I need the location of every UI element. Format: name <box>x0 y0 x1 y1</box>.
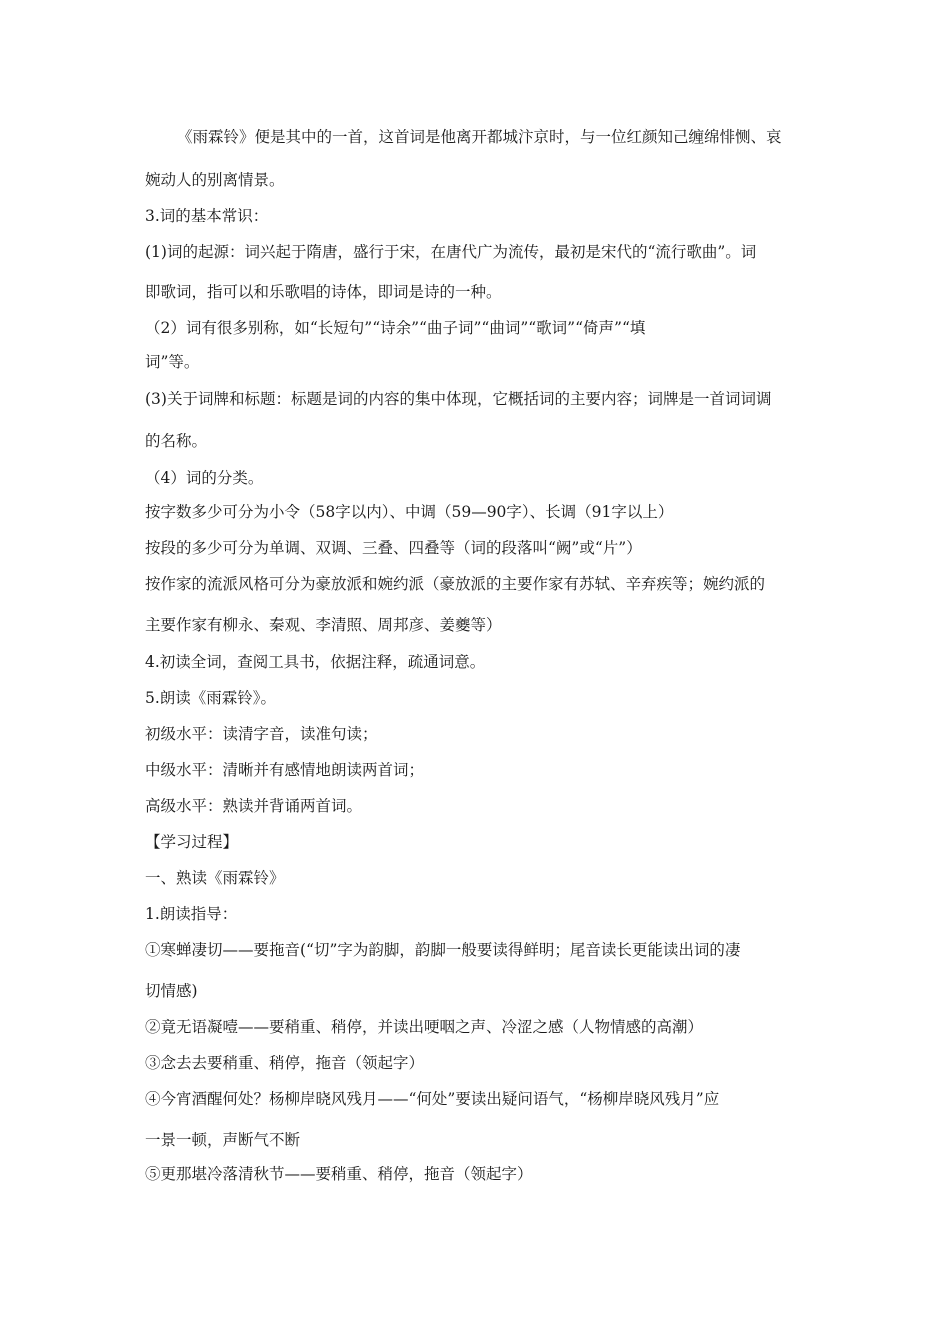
paragraph-line: 按段的多少可分为单调、双调、三叠、四叠等（词的段落叫“阙”或“片”） <box>145 539 642 557</box>
paragraph-line: 一景一顿，声断气不断 <box>145 1131 301 1149</box>
paragraph-line: 切情感) <box>145 982 198 1000</box>
paragraph-line: 初级水平：读清字音，读准句读； <box>145 725 378 743</box>
paragraph-line: 按字数多少可分为小令（58字以内）、中调（59—90字）、长调（91字以上） <box>145 503 674 521</box>
paragraph-line: ⑤更那堪冷落清秋节——要稍重、稍停，拖音（领起字） <box>145 1165 533 1183</box>
paragraph-line: 婉动人的别离情景。 <box>145 171 285 189</box>
paragraph-line: ②竟无语凝噎——要稍重、稍停，并读出哽咽之声、冷涩之感（人物情感的高潮） <box>145 1018 704 1036</box>
section-heading: 3.词的基本常识： <box>145 207 269 225</box>
paragraph-line: 的名称。 <box>145 432 208 450</box>
paragraph-line: 主要作家有柳永、秦观、李清照、周邦彦、姜夔等） <box>145 616 502 634</box>
paragraph-line: 即歌词，指可以和乐歌唱的诗体，即词是诗的一种。 <box>145 283 502 301</box>
paragraph-line: (3)关于词牌和标题：标题是词的内容的集中体现，它概括词的主要内容；词牌是一首词词调 <box>145 390 772 408</box>
paragraph-line: ③念去去要稍重、稍停，拖音（领起字） <box>145 1054 425 1072</box>
section-heading: 5.朗读《雨霖铃》。 <box>145 689 277 707</box>
section-heading: 一、熟读《雨霖铃》 <box>145 869 285 887</box>
paragraph-line: ①寒蝉凄切——要拖音(“切”字为韵脚，韵脚一般要读得鲜明；尾音读长更能读出词的凄 <box>145 941 741 959</box>
paragraph-line: ④今宵酒醒何处？杨柳岸晓风残月——“何处”要读出疑问语气，“杨柳岸晓风残月”应 <box>145 1090 720 1108</box>
paragraph-line: (1)词的起源：词兴起于隋唐，盛行于宋，在唐代广为流传，最初是宋代的“流行歌曲”。词 <box>145 243 757 261</box>
section-heading: 4.初读全词，查阅工具书，依据注释，疏通词意。 <box>145 653 486 671</box>
paragraph-line: 中级水平：清晰并有感情地朗读两首词； <box>145 761 425 779</box>
paragraph-line: 词”等。 <box>145 353 200 371</box>
paragraph-line: （2）词有很多别称，如“长短句”“诗余”“曲子词”“曲词”“歌词”“倚声”“填 <box>145 319 646 337</box>
paragraph-line: 按作家的流派风格可分为豪放派和婉约派（豪放派的主要作家有苏轼、辛弃疾等；婉约派的 <box>145 575 766 593</box>
paragraph-line: （4）词的分类。 <box>145 469 264 487</box>
section-heading: 1.朗读指导： <box>145 905 238 923</box>
paragraph-line: 高级水平：熟读并背诵两首词。 <box>145 797 363 815</box>
paragraph-line: 《雨霖铃》便是其中的一首，这首词是他离开都城汴京时，与一位红颜知己缠绵悱恻、哀 <box>177 128 782 146</box>
section-heading: 【学习过程】 <box>145 833 239 851</box>
